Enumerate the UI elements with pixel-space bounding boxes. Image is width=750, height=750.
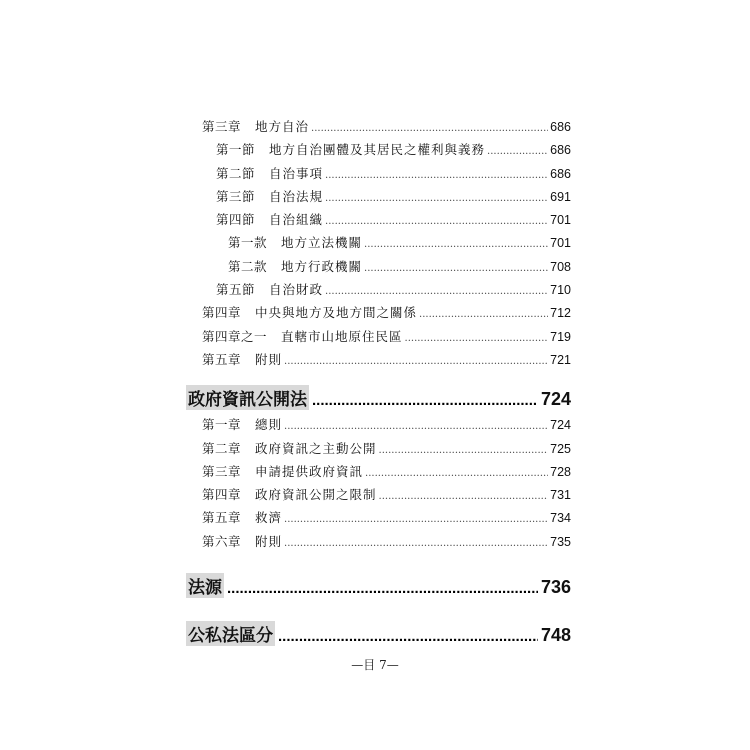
toc-entry-number: 第六章 [202, 533, 242, 549]
toc-entry-title: 救濟 [255, 510, 283, 526]
dot-leader [284, 538, 548, 549]
toc-entry-title: 自治事項 [269, 165, 324, 181]
toc-entry-title: 自治財政 [269, 282, 324, 298]
toc-entry[interactable] [186, 462, 571, 485]
toc-entry[interactable] [186, 327, 571, 350]
toc-entry-number: 第一節 [216, 142, 256, 158]
toc-entry[interactable] [186, 140, 571, 163]
toc-entry-page: 721 [550, 352, 571, 367]
toc-entry-title: 直轄市山地原住民區 [281, 328, 403, 344]
toc-entry-title: 自治法規 [269, 188, 324, 204]
toc-entry-number: 第五節 [216, 282, 256, 298]
toc-entry-page: 712 [550, 306, 571, 321]
toc-entry-page: 719 [550, 329, 571, 344]
dot-leader [379, 445, 549, 456]
toc-entry-page: 708 [550, 259, 571, 274]
toc-entry-page: 724 [550, 418, 571, 433]
dot-leader [284, 356, 548, 367]
dot-leader [364, 263, 548, 274]
dot-leader [227, 580, 538, 597]
dot-leader [405, 333, 549, 344]
toc-entry-number: 第一章 [202, 417, 242, 433]
toc-entry[interactable] [186, 257, 571, 280]
toc-entry-number: 第二章 [202, 440, 242, 456]
toc-law-heading[interactable] [186, 385, 571, 415]
toc-entry-title: 政府資訊之主動公開 [255, 440, 377, 456]
dot-leader [284, 514, 548, 525]
dot-leader [312, 392, 538, 409]
page-number-footer: —目 7— [351, 658, 399, 672]
toc-entry-page: 734 [550, 511, 571, 526]
toc-entry-page: 725 [550, 441, 571, 456]
toc-entry-page: 686 [550, 120, 571, 134]
dot-leader [487, 146, 548, 157]
toc-entry-number: 第三章 [202, 119, 242, 134]
law-page: 748 [540, 625, 571, 646]
law-page: 736 [540, 577, 571, 598]
toc-entry[interactable] [186, 439, 571, 462]
toc-entry[interactable] [186, 508, 571, 531]
toc-entry-number: 第四章之一 [202, 328, 268, 344]
toc-law-heading[interactable] [186, 573, 571, 603]
toc-entry-number: 第二節 [216, 165, 256, 181]
toc-entry-page: 728 [550, 464, 571, 479]
toc-entry-page: 686 [550, 166, 571, 181]
toc-entry-number: 第一款 [228, 235, 268, 251]
table-of-contents [186, 117, 571, 651]
dot-leader [325, 193, 548, 204]
toc-entry-page: 691 [550, 189, 571, 204]
toc-entry[interactable] [186, 532, 571, 555]
toc-entry[interactable] [186, 210, 571, 233]
toc-entry-number: 第四章 [202, 305, 242, 321]
toc-entry-page: 735 [550, 534, 571, 549]
toc-law-heading[interactable] [186, 621, 571, 651]
toc-entry-page: 701 [550, 236, 571, 251]
law-title: 公私法區分 [186, 621, 275, 646]
toc-entry-title: 自治組織 [269, 212, 324, 228]
toc-entry-number: 第五章 [202, 510, 242, 526]
toc-entry[interactable] [186, 233, 571, 256]
toc-entry[interactable] [186, 164, 571, 187]
toc-entry-number: 第四章 [202, 487, 242, 503]
dot-leader [419, 309, 548, 320]
law-title: 政府資訊公開法 [186, 385, 309, 410]
dot-leader [325, 170, 548, 181]
toc-entry-page: 701 [550, 213, 571, 228]
dot-leader [325, 286, 548, 297]
toc-entry-number: 第三章 [202, 463, 242, 479]
toc-entry-page: 710 [550, 283, 571, 298]
toc-entry-title: 地方行政機關 [281, 258, 363, 274]
dot-leader [311, 123, 548, 134]
toc-entry[interactable] [186, 415, 571, 438]
law-title: 法源 [186, 573, 224, 598]
toc-entry-number: 第五章 [202, 351, 242, 367]
toc-entry-page: 686 [550, 143, 571, 158]
toc-entry-number: 第四節 [216, 212, 256, 228]
dot-leader [365, 468, 548, 479]
toc-entry-number: 第三節 [216, 188, 256, 204]
dot-leader [364, 239, 548, 250]
toc-entry[interactable] [186, 117, 571, 140]
toc-entry-title: 地方立法機關 [281, 235, 363, 251]
toc-entry-title: 政府資訊公開之限制 [255, 487, 377, 503]
toc-entry-title: 地方自治 [255, 119, 310, 134]
toc-entry[interactable] [186, 350, 571, 373]
toc-entry[interactable] [186, 485, 571, 508]
toc-entry[interactable] [186, 187, 571, 210]
dot-leader [379, 491, 549, 502]
toc-entry[interactable] [186, 303, 571, 326]
toc-entry-page: 731 [550, 488, 571, 503]
toc-entry-title: 附則 [255, 533, 283, 549]
dot-leader [278, 628, 538, 645]
dot-leader [325, 216, 548, 227]
law-page: 724 [540, 389, 571, 410]
dot-leader [284, 421, 548, 432]
toc-entry-title: 地方自治團體及其居民之權利與義務 [269, 142, 486, 158]
toc-entry[interactable] [186, 280, 571, 303]
toc-entry-title: 附則 [255, 351, 283, 367]
toc-entry-title: 總則 [255, 417, 283, 433]
toc-entry-title: 中央與地方及地方間之關係 [255, 305, 418, 321]
toc-entry-number: 第二款 [228, 258, 268, 274]
toc-entry-title: 申請提供政府資訊 [255, 463, 364, 479]
